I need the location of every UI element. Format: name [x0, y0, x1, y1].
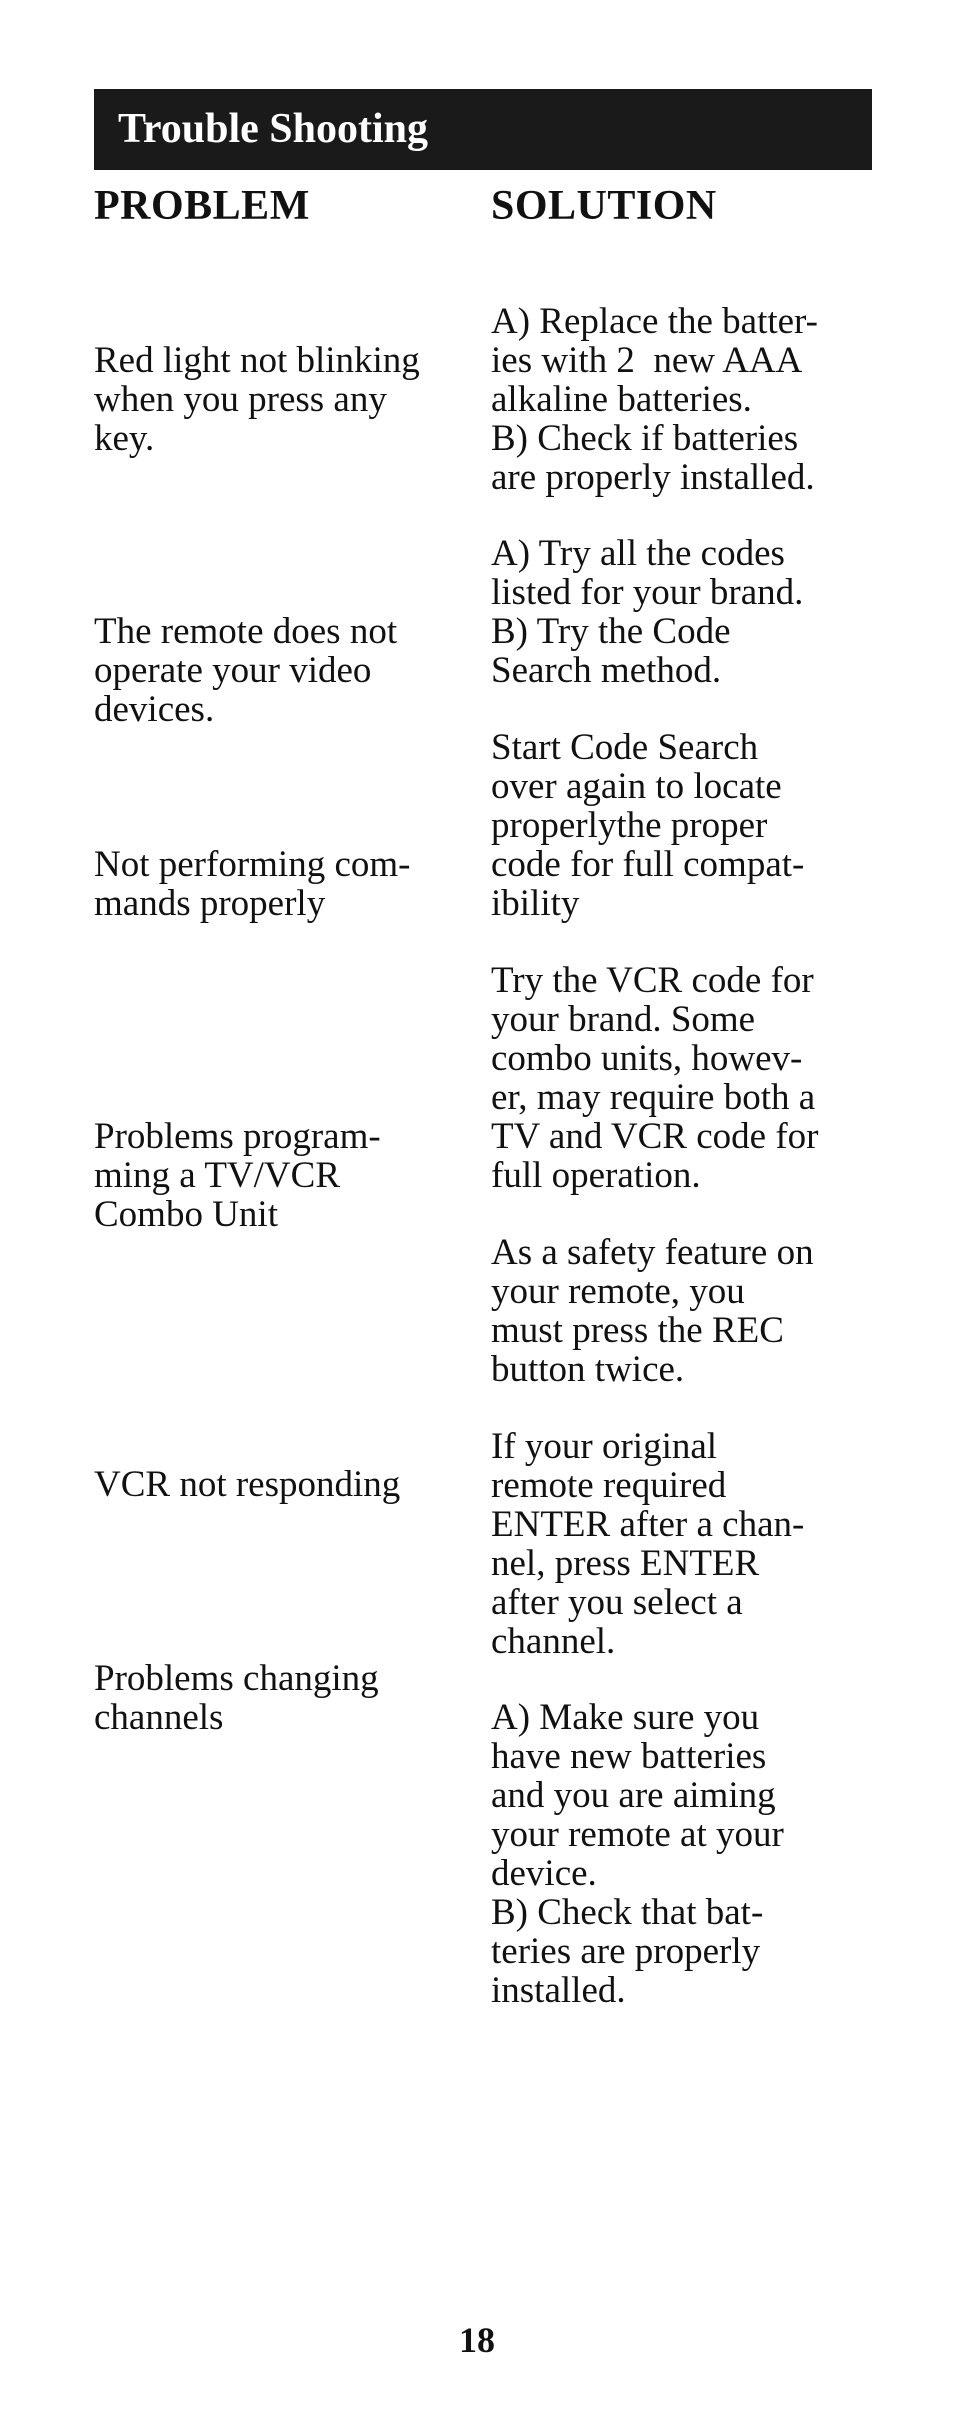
problem-text-changing-channels: Problems changing channels	[94, 1658, 379, 1738]
solution-text-tv-vcr-combo: Try the VCR code for your brand. Some combo units, howev- er, may require both a TV and VCR code for full operation.	[491, 960, 819, 1196]
problem-text-remote-not-operating: The remote does not operate your video devices.	[94, 611, 398, 730]
problem-text-not-performing: Not performing com- mands properly	[94, 844, 411, 924]
solution-text-red-light: A) Replace the batter- ies with 2 new AAA alkaline batteries. B) Check if batteries are properly installed.	[491, 301, 818, 498]
problem-text-red-light: Red light not blinking when you press any key.	[94, 340, 420, 459]
section-header-bar	[94, 89, 872, 170]
solution-text-rec-safety: As a safety feature on your remote, you must press the REC button twice.	[491, 1232, 814, 1390]
solution-column-heading: SOLUTION	[491, 183, 717, 229]
problem-text-vcr-not-responding: VCR not responding	[94, 1464, 401, 1505]
solution-text-remote-not-operating: A) Try all the codes listed for your brand. B) Try the Code Search method.	[491, 533, 804, 691]
section-title: Trouble Shooting	[118, 106, 429, 152]
problem-column-heading: PROBLEM	[94, 183, 310, 229]
solution-text-not-performing: Start Code Search over again to locate properlythe proper code for full compat- ibility	[491, 727, 805, 924]
problem-text-tv-vcr-combo: Problems program- ming a TV/VCR Combo Unit	[94, 1116, 381, 1235]
solution-text-changing-channels: A) Make sure you have new batteries and you are aiming your remote at your device. B) Check that bat- teries are properly installed.	[491, 1697, 784, 2011]
page-number: 18	[459, 2320, 495, 2360]
solution-text-vcr-not-responding: If your original remote required ENTER after a chan- nel, press ENTER after you select a channel.	[491, 1426, 805, 1662]
